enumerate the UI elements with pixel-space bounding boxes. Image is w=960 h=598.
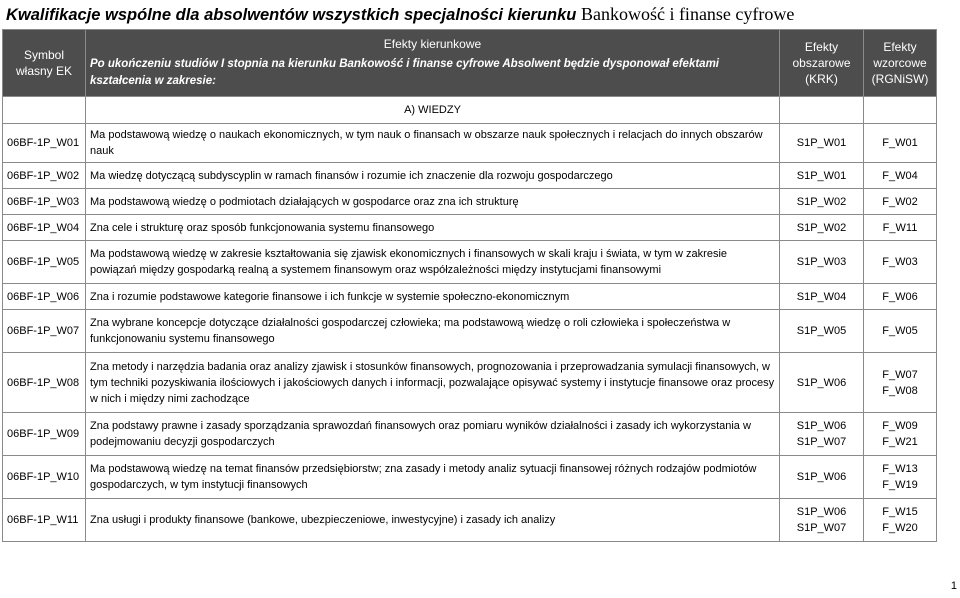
table-row [3,163,937,189]
rgnisw-reference: F_W04 [864,163,937,189]
krk-reference: S1P_W06 S1P_W07 [780,413,864,456]
table-row [3,499,937,542]
outcome-code: 06BF-1P_W05 [3,241,86,284]
outcome-code: 06BF-1P_W08 [3,353,86,413]
section-spacer [780,97,864,124]
outcome-description: Zna i rozumie podstawowe kategorie finansowe i ich funkcje w systemie społeczno-ekonomicznym [86,284,780,310]
section-row [3,97,937,124]
rgnisw-reference: F_W02 [864,189,937,215]
table-row [3,353,937,413]
krk-reference: S1P_W06 [780,353,864,413]
page-number: 1 [950,580,957,592]
section-spacer [864,97,937,124]
header-rgnisw: Efekty wzorcowe (RGNiSW) [864,30,937,97]
header-krk: Efekty obszarowe (KRK) [780,30,864,97]
header-symbol: Symbol własny EK [3,30,86,97]
outcome-code: 06BF-1P_W06 [3,284,86,310]
section-spacer [3,97,86,124]
outcome-code: 06BF-1P_W11 [3,499,86,542]
outcome-code: 06BF-1P_W09 [3,413,86,456]
outcome-description: Ma podstawową wiedzę w zakresie kształtowania się zjawisk ekonomicznych i finansowych w skali kraju i świata, w tym w zakresie powiązań między gospodarką realną a systemem finansowym oraz współzależności między instytucjami finansowymi [86,241,780,284]
rgnisw-reference: F_W03 [864,241,937,284]
krk-reference: S1P_W06 [780,456,864,499]
header-outcomes [86,30,780,97]
table-row [3,124,937,163]
outcome-description: Ma podstawową wiedzę o naukach ekonomicznych, w tym nauk o finansach w obszarze nauk społecznych i relacjach do innych obszarów nauk [86,124,780,163]
table-row [3,413,937,456]
rgnisw-reference: F_W01 [864,124,937,163]
krk-reference: S1P_W02 [780,215,864,241]
outcome-description: Zna metody i narzędzia badania oraz analizy zjawisk i stosunków finansowych, prognozowania i przeprowadzania symulacji finansowych, w tym techniki pozyskiwania ilościowych i jakościowych danych i informacji, pozwalające opisywać systemy i instytucje finansowe oraz procesy w nich i między nimi zachodzące [86,353,780,413]
title-program-name: Bankowość i finanse cyfrowe [580,4,795,24]
rgnisw-reference: F_W06 [864,284,937,310]
outcome-description: Ma wiedzę dotyczącą subdyscyplin w ramach finansów i rozumie ich znaczenie dla rozwoju gospodarczego [86,163,780,189]
krk-reference: S1P_W02 [780,189,864,215]
rgnisw-reference: F_W05 [864,310,937,353]
table-row [3,310,937,353]
outcome-description: Zna wybrane koncepcje dotyczące działalności gospodarczej człowieka; ma podstawową wiedzę o roli człowieka i społeczeństwa w funkcjonowaniu systemu finansowego [86,310,780,353]
rgnisw-reference: F_W07 F_W08 [864,353,937,413]
outcome-description: Ma podstawową wiedzę na temat finansów przedsiębiorstw; zna zasady i metody analiz sytuacji finansowej różnych rodzajów podmiotów gospodarczych, w tym instytucji finansowych [86,456,780,499]
table-row [3,456,937,499]
outcome-code: 06BF-1P_W01 [3,124,86,163]
outcome-code: 06BF-1P_W10 [3,456,86,499]
title-bold-part: Kwalifikacje wspólne dla absolwentów wszystkich specjalności kierunku [6,6,577,24]
header-outcomes-subtitle: Po ukończeniu studiów I stopnia na kierunku Bankowość i finanse cyfrowe Absolwent będzie dysponował efektami kształcenia w zakresie: [90,58,719,87]
outcome-description: Zna usługi i produkty finansowe (bankowe, ubezpieczeniowe, inwestycyjne) i zasady ich analizy [86,499,780,542]
outcome-code: 06BF-1P_W04 [3,215,86,241]
section-title: A) WIEDZY [86,97,780,124]
document-title [6,4,794,25]
rgnisw-reference: F_W15 F_W20 [864,499,937,542]
rgnisw-reference: F_W13 F_W19 [864,456,937,499]
outcome-description: Zna cele i strukturę oraz sposób funkcjonowania systemu finansowego [86,215,780,241]
krk-reference: S1P_W03 [780,241,864,284]
table-row [3,241,937,284]
krk-reference: S1P_W04 [780,284,864,310]
outcome-description: Zna podstawy prawne i zasady sporządzania sprawozdań finansowych oraz pomiaru wyników działalności i zasady ich wykorzystania w podejmowaniu decyzji gospodarczych [86,413,780,456]
table-row [3,189,937,215]
krk-reference: S1P_W05 [780,310,864,353]
rgnisw-reference: F_W09 F_W21 [864,413,937,456]
table-row [3,284,937,310]
table-row [3,215,937,241]
krk-reference: S1P_W06 S1P_W07 [780,499,864,542]
header-outcomes-title: Efekty kierunkowe [383,37,482,51]
rgnisw-reference: F_W11 [864,215,937,241]
learning-outcomes-table [2,29,937,542]
krk-reference: S1P_W01 [780,124,864,163]
outcome-code: 06BF-1P_W03 [3,189,86,215]
krk-reference: S1P_W01 [780,163,864,189]
outcome-code: 06BF-1P_W02 [3,163,86,189]
outcome-description: Ma podstawową wiedzę o podmiotach działających w gospodarce oraz zna ich strukturę [86,189,780,215]
outcome-code: 06BF-1P_W07 [3,310,86,353]
